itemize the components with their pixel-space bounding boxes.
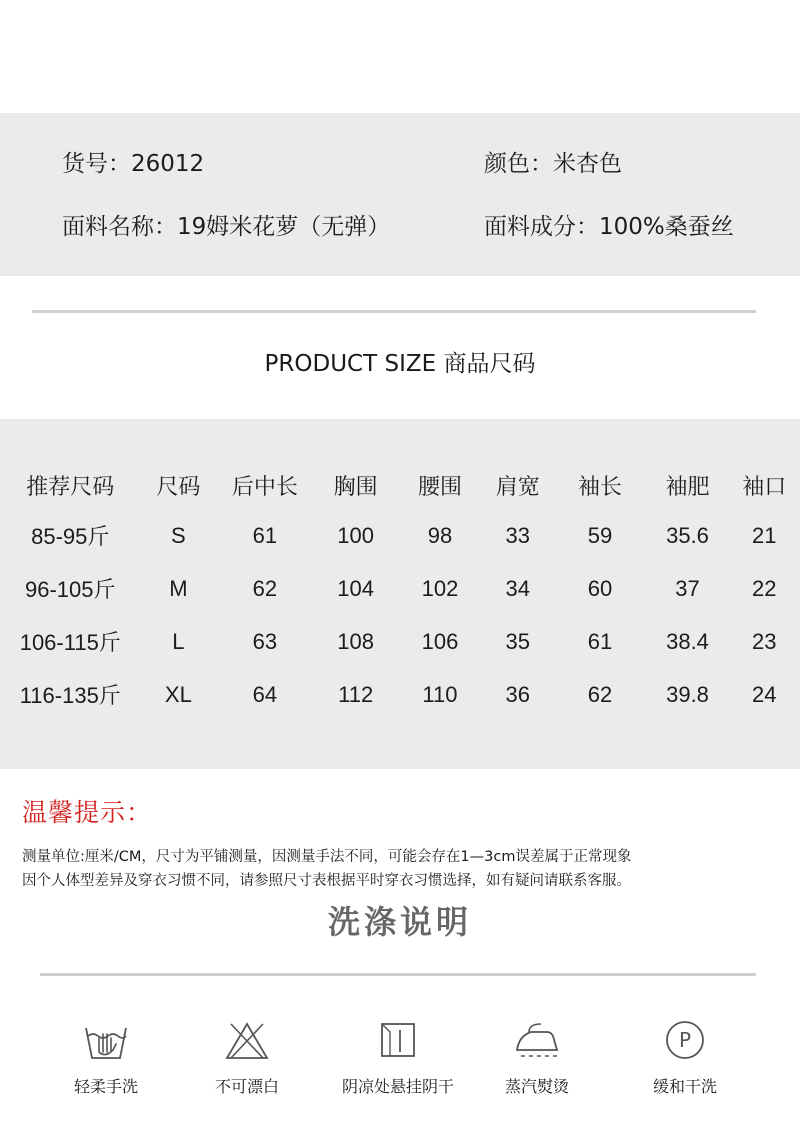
table-cell: 22 bbox=[752, 575, 777, 601]
header-shoulder: 肩宽 bbox=[495, 474, 540, 500]
header-recommended-size: 推荐尺码 bbox=[26, 474, 115, 500]
wash-instructions-title: 洗涤说明 bbox=[327, 903, 472, 941]
table-cell: 33 bbox=[505, 522, 531, 548]
no-bleach-icon bbox=[223, 1018, 271, 1062]
product-info-panel bbox=[0, 113, 800, 276]
table-row bbox=[0, 668, 800, 721]
tips-title: 温馨提示： bbox=[22, 798, 153, 827]
table-cell: 38.4 bbox=[666, 628, 709, 654]
care-item-no-bleach bbox=[182, 1018, 312, 1097]
table-cell: 110 bbox=[422, 681, 458, 707]
size-section-title: PRODUCT SIZE 商品尺码 bbox=[264, 351, 536, 377]
size-table bbox=[0, 461, 800, 721]
table-cell: 24 bbox=[752, 681, 777, 707]
table-cell: 96-105斤 bbox=[25, 577, 116, 602]
table-cell: 100 bbox=[337, 522, 375, 548]
table-cell: 62 bbox=[587, 681, 613, 707]
care-label: 缓和干洗 bbox=[652, 1077, 717, 1096]
table-cell: 60 bbox=[587, 575, 613, 601]
size-table-header-row bbox=[0, 461, 800, 509]
table-cell: 61 bbox=[587, 628, 613, 654]
table-cell: 106 bbox=[421, 628, 459, 654]
table-cell: 59 bbox=[587, 522, 613, 548]
table-cell: 36 bbox=[505, 681, 531, 707]
header-back-length: 后中长 bbox=[231, 474, 298, 500]
wash-divider bbox=[40, 973, 756, 976]
header-sleeve-width: 袖肥 bbox=[665, 474, 710, 500]
section-divider bbox=[32, 310, 756, 313]
item-number: 货号：26012 bbox=[62, 151, 205, 177]
table-row bbox=[0, 562, 800, 615]
table-cell: 116-135斤 bbox=[19, 683, 121, 708]
header-bust: 胸围 bbox=[333, 474, 378, 500]
table-row bbox=[0, 509, 800, 562]
table-row bbox=[0, 615, 800, 668]
steam-iron-icon bbox=[511, 1018, 563, 1062]
product-color: 颜色：米杏色 bbox=[484, 151, 622, 177]
care-label: 轻柔手洗 bbox=[73, 1077, 138, 1096]
hand-wash-icon bbox=[82, 1018, 130, 1062]
table-cell: 108 bbox=[337, 628, 375, 654]
care-label: 阴凉处悬挂阴干 bbox=[341, 1077, 454, 1096]
table-cell: 106-115斤 bbox=[19, 630, 121, 655]
table-cell: 23 bbox=[752, 628, 777, 654]
care-item-line-dry-shade bbox=[333, 1018, 463, 1097]
header-size: 尺码 bbox=[156, 474, 201, 500]
care-item-dry-clean bbox=[620, 1018, 750, 1097]
care-item-hand-wash bbox=[41, 1018, 171, 1097]
table-cell: 63 bbox=[252, 628, 278, 654]
table-cell: 112 bbox=[338, 681, 374, 707]
table-cell: M bbox=[169, 575, 188, 601]
table-cell: 61 bbox=[252, 522, 278, 548]
header-sleeve-length: 袖长 bbox=[577, 474, 622, 500]
svg-text:P: P bbox=[678, 1028, 692, 1052]
care-item-steam-iron bbox=[472, 1018, 602, 1097]
table-cell: S bbox=[171, 522, 186, 548]
table-cell: XL bbox=[164, 681, 192, 707]
table-cell: 35 bbox=[505, 628, 531, 654]
care-label: 不可漂白 bbox=[214, 1077, 279, 1096]
table-cell: 34 bbox=[505, 575, 531, 601]
table-cell: 98 bbox=[427, 522, 453, 548]
line-dry-shade-icon bbox=[374, 1018, 422, 1062]
table-cell: 104 bbox=[337, 575, 375, 601]
table-cell: L bbox=[172, 628, 185, 654]
fabric-name: 面料名称：19姆米花萝（无弹） bbox=[62, 214, 391, 240]
table-cell: 85-95斤 bbox=[31, 524, 110, 549]
size-table-panel bbox=[0, 419, 800, 769]
tips-line-1: 测量单位:厘米/CM，尺寸为平铺测量，因测量手法不同，可能会存在1—3cm误差属于正常现象 bbox=[22, 849, 632, 865]
table-cell: 21 bbox=[752, 522, 777, 548]
table-cell: 102 bbox=[421, 575, 459, 601]
fabric-composition: 面料成分：100%桑蚕丝 bbox=[484, 214, 734, 240]
header-waist: 腰围 bbox=[417, 474, 462, 500]
header-cuff: 袖口 bbox=[742, 474, 787, 500]
table-cell: 39.8 bbox=[666, 681, 709, 707]
table-cell: 62 bbox=[252, 575, 278, 601]
dry-clean-p-icon bbox=[661, 1018, 709, 1062]
tips-line-2: 因个人体型差异及穿衣习惯不同，请参照尺寸表根据平时穿衣习惯选择，如有疑问请联系客服。 bbox=[22, 873, 631, 889]
care-label: 蒸汽熨烫 bbox=[504, 1077, 569, 1096]
table-cell: 35.6 bbox=[666, 522, 709, 548]
table-cell: 64 bbox=[252, 681, 278, 707]
table-cell: 37 bbox=[675, 575, 700, 601]
